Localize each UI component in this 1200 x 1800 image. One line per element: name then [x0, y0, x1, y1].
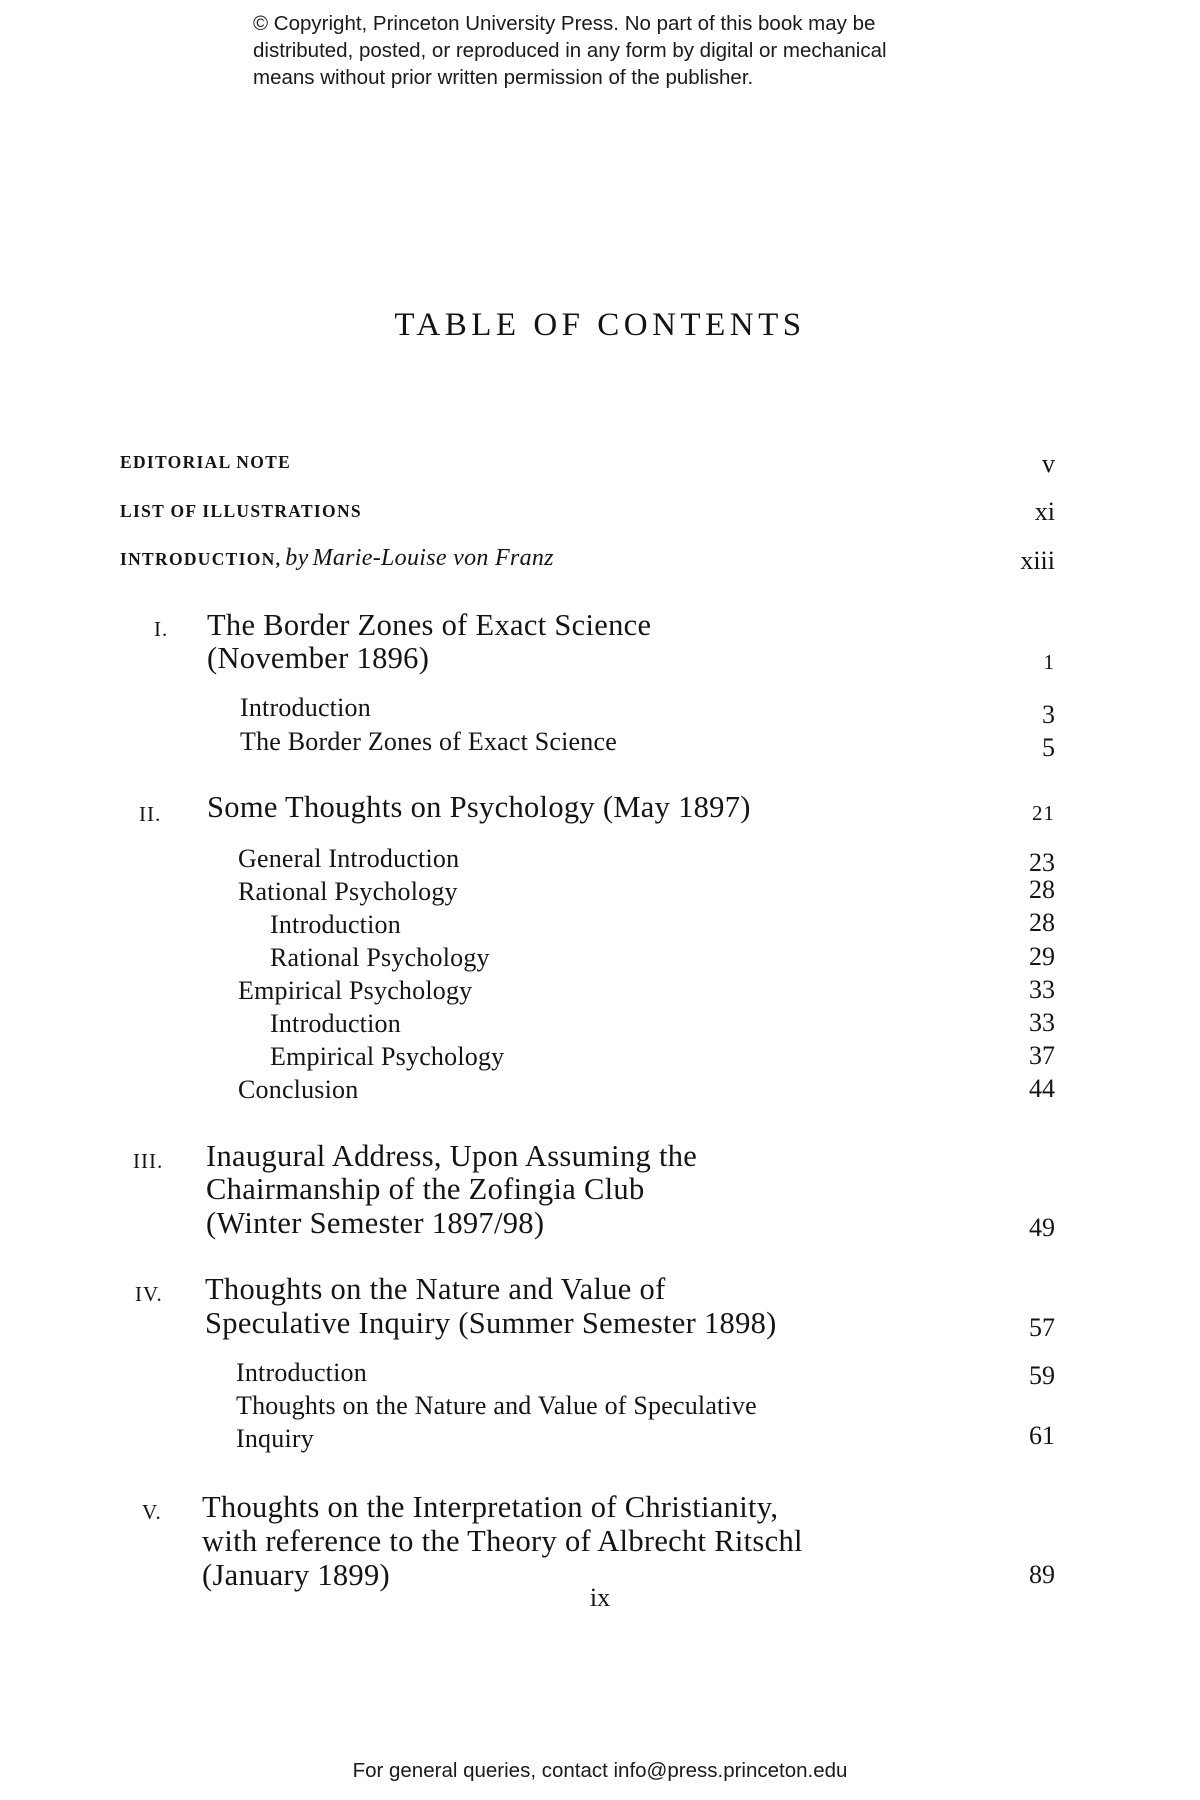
toc-page-number: v: [1042, 449, 1055, 478]
chapter-title-line: Speculative Inquiry (Summer Semester 1898): [205, 1306, 777, 1340]
section-entry: Conclusion: [238, 1075, 359, 1104]
section-entry: Thoughts on the Nature and Value of Speculative: [236, 1391, 757, 1420]
toc-page-number: 21: [1032, 801, 1055, 825]
chapter-title-line: The Border Zones of Exact Science: [207, 608, 652, 642]
toc-page-number: 28: [1029, 875, 1055, 904]
copyright-line: means without prior written permission of the publisher.: [253, 66, 754, 89]
subsection-entry: Empirical Psychology: [270, 1042, 505, 1071]
chapter-number: I.: [154, 617, 169, 641]
chapter-title-line: Some Thoughts on Psychology (May 1897): [207, 790, 751, 824]
section-entry-continued: Inquiry: [236, 1424, 314, 1453]
chapter-title-line: (November 1896): [207, 641, 430, 675]
toc-page-number: 44: [1029, 1074, 1055, 1103]
toc-page-number: xiii: [1020, 546, 1055, 575]
toc-entry-list-of-illustrations: LIST OF ILLUSTRATIONS: [120, 501, 362, 521]
toc-page-number: 59: [1029, 1361, 1055, 1390]
subsection-entry: Rational Psychology: [270, 943, 490, 972]
toc-page-number: 1: [1043, 650, 1055, 674]
toc-page-number: 23: [1029, 848, 1055, 877]
chapter-title-line: (January 1899): [202, 1558, 390, 1592]
copyright-line: © Copyright, Princeton University Press. No part of this book may be: [253, 12, 876, 35]
chapter-title-line: with reference to the Theory of Albrecht Ritschl: [202, 1524, 803, 1558]
chapter-title-line: Thoughts on the Interpretation of Christianity,: [202, 1490, 779, 1524]
footer-contact: For general queries, contact info@press.princeton.edu: [352, 1759, 848, 1782]
toc-page-number: 61: [1029, 1421, 1055, 1450]
section-entry: The Border Zones of Exact Science: [240, 727, 617, 756]
chapter-number: III.: [133, 1149, 164, 1173]
toc-page-number: 33: [1029, 975, 1055, 1004]
toc-page-number: 3: [1042, 700, 1055, 729]
chapter-title-line: (Winter Semester 1897/98): [206, 1206, 545, 1240]
toc-page-number: 89: [1029, 1560, 1055, 1589]
section-entry: General Introduction: [238, 844, 460, 873]
chapter-title-line: Inaugural Address, Upon Assuming the: [206, 1139, 698, 1173]
toc-entry-introduction: [120, 545, 554, 572]
chapter-number: IV.: [135, 1282, 163, 1306]
section-entry: Empirical Psychology: [238, 976, 473, 1005]
toc-page-number: 28: [1029, 908, 1055, 937]
toc-entry-label: INTRODUCTION,: [120, 549, 282, 569]
copyright-line: distributed, posted, or reproduced in any form by digital or mechanical: [253, 39, 887, 62]
section-entry: Introduction: [240, 693, 371, 722]
toc-entry-author: Marie-Louise von Franz: [312, 545, 554, 571]
section-entry: Introduction: [236, 1358, 367, 1387]
subsection-entry: Introduction: [270, 1009, 401, 1038]
subsection-entry: Introduction: [270, 910, 401, 939]
section-entry: Rational Psychology: [238, 877, 458, 906]
chapter-number: V.: [142, 1500, 162, 1524]
page-title: TABLE OF CONTENTS: [394, 307, 806, 343]
toc-page-number: 33: [1029, 1008, 1055, 1037]
toc-page-number: 57: [1029, 1313, 1055, 1342]
chapter-number: II.: [139, 802, 162, 826]
chapter-title-line: Chairmanship of the Zofingia Club: [206, 1172, 645, 1206]
toc-entry-by: by: [285, 545, 309, 571]
copyright-notice: [253, 10, 1013, 91]
page-folio: ix: [589, 1583, 611, 1612]
toc-page-number: 37: [1029, 1041, 1055, 1070]
toc-page-number: 5: [1042, 733, 1055, 762]
chapter-title-line: Thoughts on the Nature and Value of: [205, 1272, 666, 1306]
toc-page-number: 29: [1029, 942, 1055, 971]
toc-entry-editorial-note: EDITORIAL NOTE: [120, 452, 292, 472]
toc-page-number: xi: [1034, 497, 1055, 526]
toc-page-number: 49: [1029, 1213, 1055, 1242]
